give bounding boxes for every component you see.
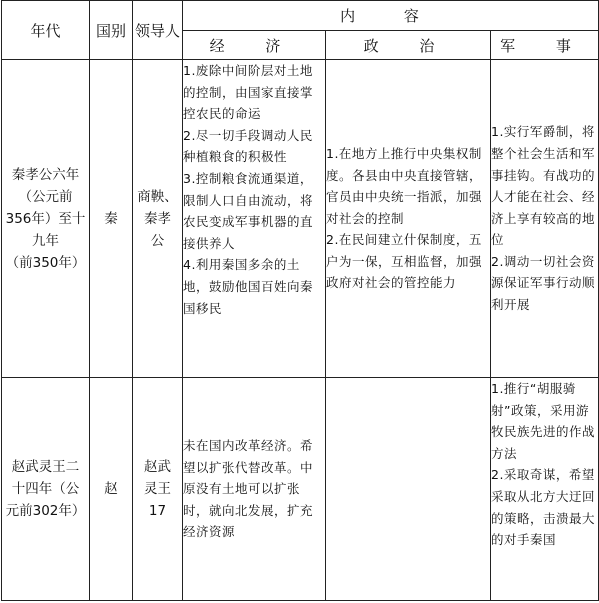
economy-item: 2.尽一切手段调动人民种植粮食的积极性	[183, 127, 313, 165]
table-row-zhao	[2, 378, 599, 601]
politics-item: 2.在民间建立什保制度，五户为一保，互相监督，加强政府对社会的管控能力	[326, 232, 483, 291]
header-row-top	[2, 1, 599, 31]
politics-cell	[326, 60, 491, 378]
economy-item: 1.废除中间阶层对土地的控制，由国家直接掌控农民的命运	[183, 63, 314, 122]
leader-line: 秦孝	[144, 210, 171, 227]
header-economy	[183, 31, 326, 60]
header-content-label: 内 容	[340, 7, 441, 25]
header-politics	[326, 31, 491, 60]
leader-cell	[133, 60, 183, 378]
header-state: 国别	[90, 1, 133, 60]
military-item: 1.实行军爵制，将整个社会生活和军事挂钩。有战功的人才能在社会、经济上享有较高的地位	[491, 124, 596, 248]
economy-cell	[183, 378, 326, 601]
military-cell	[491, 60, 599, 378]
era-line: （公元前	[18, 188, 73, 205]
leader-line: 商鞅、	[137, 188, 178, 205]
header-leader: 领导人	[133, 1, 183, 60]
era-line: 赵武灵王二	[11, 459, 80, 475]
header-politics-label: 政 治	[363, 36, 453, 55]
leader-line: 公	[150, 232, 165, 249]
leader-cell	[133, 378, 183, 601]
military-cell	[491, 378, 599, 601]
leader-line: 17	[148, 503, 167, 519]
leader-line: 灵王	[144, 481, 171, 497]
politics-item: 1.在地方上推行中央集权制度。各县由中央直接管辖，官员由中央统一指派，加强对社会的控制	[326, 145, 483, 226]
era-line: 秦孝公六年	[11, 166, 80, 183]
header-military	[491, 31, 599, 60]
military-item: 2.调动一切社会资源保证军事行动顺利开展	[491, 253, 596, 313]
economy-item: 3.控制粮食流通渠道，限制人口自由流动，将农民变成军事机器的直接供养人	[183, 170, 314, 251]
era-line: 九年	[32, 232, 59, 249]
header-military-label: 军 事	[500, 36, 589, 55]
politics-cell-empty	[326, 378, 491, 601]
leader-line: 赵武	[144, 459, 171, 475]
military-item: 1.推行“胡服骑射”政策，采用游牧民族先进的作战方法	[491, 381, 596, 461]
state-cell: 赵	[90, 378, 133, 601]
military-item: 2.采取奇谋，希望采取从北方大迂回的策略，击溃最大的对手秦国	[491, 467, 596, 548]
header-content	[183, 1, 599, 31]
state-cell: 秦	[90, 60, 133, 378]
economy-item: 4.利用秦国多余的土地，鼓励他国百姓向秦国移民	[183, 257, 314, 316]
header-economy-label: 经 济	[209, 36, 299, 55]
era-cell	[2, 378, 90, 601]
era-line: 元前302年）	[5, 503, 86, 519]
table-row-qin	[2, 60, 599, 378]
header-era: 年代	[2, 1, 90, 60]
era-line: 356年）至十	[5, 210, 86, 227]
era-line: 十四年（公	[11, 481, 80, 497]
economy-cell	[183, 60, 326, 378]
reform-comparison-table	[1, 0, 599, 601]
era-cell	[2, 60, 90, 378]
economy-item: 未在国内改革经济。希望以扩张代替改革。中原没有土地可以扩张时，就向北发展，扩充经济资源	[183, 438, 314, 540]
era-line: （前350年）	[5, 254, 86, 271]
